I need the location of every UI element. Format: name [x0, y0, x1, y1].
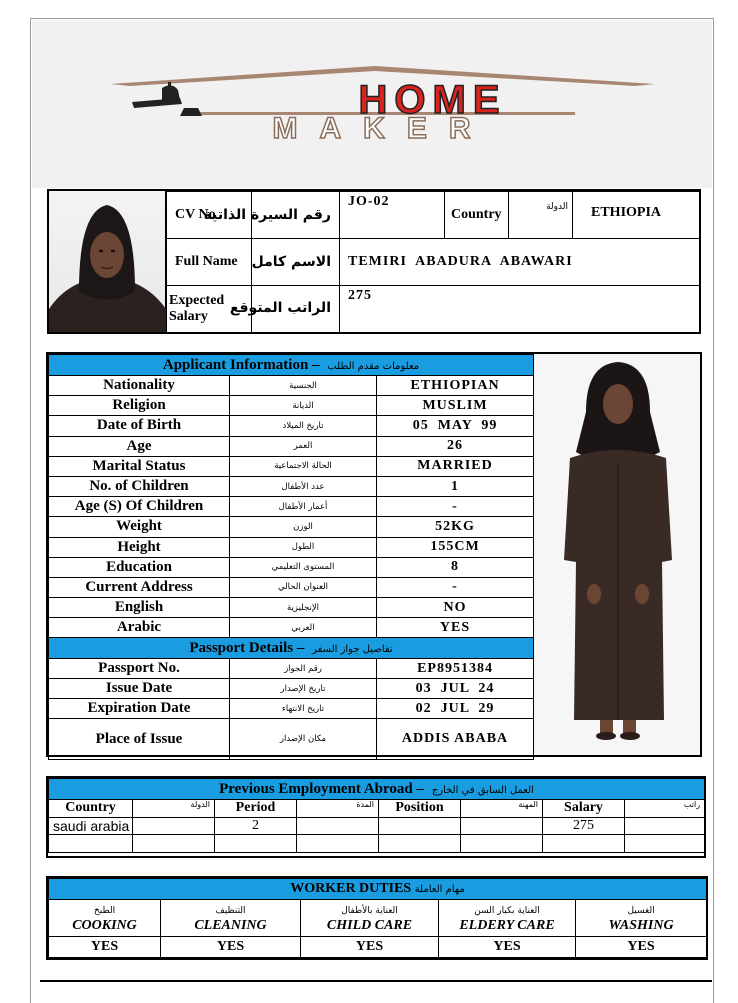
logo-maker-text: MAKER — [272, 112, 493, 145]
applicant-information-title-ar: معلومات مقدم الطلب — [327, 360, 420, 372]
worker-duties-box — [46, 876, 708, 960]
applicant-field-value: 26 — [377, 436, 534, 456]
country-value: ETHIOPIA — [591, 205, 662, 220]
emp-row2-blank4 — [625, 835, 705, 853]
emp-row1-blank3 — [461, 817, 543, 835]
duty-name-ar: الغسيل — [627, 906, 655, 916]
passport-field-label-ar: مكان الإصدار — [230, 719, 377, 760]
applicant-field-value: YES — [377, 618, 534, 638]
applicant-field-label-ar: الوزن — [230, 517, 377, 537]
table-row — [49, 699, 534, 719]
applicant-information-header — [49, 355, 534, 376]
duty-value: YES — [49, 937, 161, 958]
emp-row2-position — [379, 835, 461, 853]
expected-salary-label-ar: الراتب المتوقع — [252, 286, 340, 333]
passport-field-value: ADDIS ABABA — [377, 719, 534, 760]
duty-name-label: CHILD CARE — [326, 918, 413, 933]
applicant-information-title: Applicant Information – — [162, 356, 320, 373]
applicant-field-label: Age (S) Of Children — [49, 497, 230, 517]
country-value-cell — [509, 192, 700, 239]
footer-divider — [40, 980, 712, 982]
duty-name-cell — [576, 900, 707, 937]
table-row — [49, 598, 534, 618]
country-label-cell — [445, 192, 509, 239]
table-row — [49, 618, 534, 638]
applicant-field-label-ar: العمر — [230, 436, 377, 456]
cv-header-box — [47, 189, 701, 334]
cv-no-value: JO-02 — [340, 192, 445, 239]
applicant-field-label-ar: الجنسية — [230, 376, 377, 396]
country-label: Country — [451, 207, 502, 222]
applicant-field-value: 1 — [377, 476, 534, 496]
emp-header-period: Period — [215, 800, 297, 818]
emp-row2-blank3 — [461, 835, 543, 853]
cv-header-table — [166, 191, 700, 333]
table-row — [49, 476, 534, 496]
emp-row1-position — [379, 817, 461, 835]
emp-header-country: Country — [49, 800, 133, 818]
table-row — [49, 557, 534, 577]
passport-field-value: 02 JUL 29 — [377, 699, 534, 719]
previous-employment-box — [46, 776, 706, 858]
applicant-field-label-ar: عدد الأطفال — [230, 476, 377, 496]
full-name-value: TEMIRI ABADURA ABAWARI — [340, 239, 700, 286]
applicant-field-label: Date of Birth — [49, 416, 230, 436]
duty-name-ar: العناية بكبار السن — [474, 906, 540, 916]
table-row — [49, 456, 534, 476]
applicant-field-label-ar: الطول — [230, 537, 377, 557]
passport-details-title: Passport Details – — [189, 639, 305, 656]
full-body-figure-icon — [534, 354, 701, 755]
cv-no-label-ar: رقم السيرة الذاتية — [252, 192, 340, 239]
table-row — [49, 577, 534, 597]
applicant-field-value: 8 — [377, 557, 534, 577]
expected-salary-label-line2: Salary — [169, 309, 208, 324]
duty-name-ar: العناية بالأطفال — [341, 906, 398, 916]
emp-row1-blank2 — [297, 817, 379, 835]
applicant-field-value: - — [377, 497, 534, 517]
table-row — [49, 719, 534, 760]
emp-row1-blank4 — [625, 817, 705, 835]
applicant-information-table — [48, 354, 534, 760]
applicant-field-value: MUSLIM — [377, 396, 534, 416]
duty-value: YES — [301, 937, 439, 958]
passport-details-title-ar: تفاصيل جواز السفر — [312, 643, 393, 655]
country-label-ar: الدولة — [509, 192, 573, 239]
cv-no-label: CV No — [167, 192, 252, 239]
duty-name-ar: التنظيف — [215, 906, 246, 916]
applicant-field-label: Nationality — [49, 376, 230, 396]
applicant-field-label: Current Address — [49, 577, 230, 597]
duty-name-cell — [161, 900, 301, 937]
applicant-field-label-ar: أعمار الأطفال — [230, 497, 377, 517]
table-row — [49, 679, 534, 699]
applicant-field-value: NO — [377, 598, 534, 618]
emp-row1-blank — [133, 817, 215, 835]
passport-field-label-ar: رقم الجواز — [230, 659, 377, 679]
previous-employment-header — [49, 779, 705, 800]
worker-duties-title-ar: مهام العاملة — [414, 884, 465, 895]
applicant-field-value: ETHIOPIAN — [377, 376, 534, 396]
emp-header-position-ar: المهنة — [461, 800, 543, 818]
duty-value: YES — [439, 937, 576, 958]
expected-salary-value: 275 — [340, 286, 700, 333]
table-row — [49, 376, 534, 396]
passport-field-label: Passport No. — [49, 659, 230, 679]
emp-row2-blank2 — [297, 835, 379, 853]
applicant-field-label: Age — [49, 436, 230, 456]
applicant-field-label-ar: المستوى التعليمي — [230, 557, 377, 577]
applicant-field-label: Marital Status — [49, 456, 230, 476]
emp-header-salary-ar: راتب — [625, 800, 705, 818]
applicant-field-label: Education — [49, 557, 230, 577]
applicant-field-value: MARRIED — [377, 456, 534, 476]
applicant-field-label-ar: الديانة — [230, 396, 377, 416]
applicant-full-body-photo — [533, 354, 700, 755]
duty-name-cell — [439, 900, 576, 937]
applicant-field-label: Height — [49, 537, 230, 557]
applicant-portrait-photo — [49, 191, 166, 332]
duty-name-label: WASHING — [608, 918, 674, 933]
applicant-field-label-ar: تاريخ الميلاد — [230, 416, 377, 436]
applicant-field-value: 155CM — [377, 537, 534, 557]
applicant-field-label-ar: العربي — [230, 618, 377, 638]
emp-row1-period: 2 — [215, 817, 297, 835]
passport-field-value: 03 JUL 24 — [377, 679, 534, 699]
applicant-field-label: Religion — [49, 396, 230, 416]
passport-field-label: Expiration Date — [49, 699, 230, 719]
table-row — [49, 436, 534, 456]
emp-row2-period — [215, 835, 297, 853]
worker-duties-table — [48, 878, 707, 958]
emp-row1-salary: 275 — [543, 817, 625, 835]
table-row — [49, 396, 534, 416]
emp-header-salary: Salary — [543, 800, 625, 818]
applicant-field-label: English — [49, 598, 230, 618]
table-row — [49, 659, 534, 679]
worker-duties-header — [49, 879, 707, 900]
table-row — [49, 497, 534, 517]
passport-field-value: EP8951384 — [377, 659, 534, 679]
previous-employment-title: Previous Employment Abroad – — [219, 780, 425, 797]
passport-details-header — [49, 638, 534, 659]
logo-home-text: HOME — [358, 78, 507, 122]
emp-header-period-ar: المدة — [297, 800, 379, 818]
full-name-label-ar: الاسم كامل — [252, 239, 340, 286]
table-row — [49, 416, 534, 436]
previous-employment-title-ar: العمل السابق في الخارج — [431, 784, 534, 796]
emp-header-country-ar: الدولة — [133, 800, 215, 818]
worker-duties-title: WORKER DUTIES — [290, 881, 412, 896]
previous-employment-table — [48, 778, 705, 853]
duty-name-label: COOKING — [72, 918, 137, 933]
duty-value: YES — [161, 937, 301, 958]
emp-row2-blank — [133, 835, 215, 853]
duty-name-cell — [301, 900, 439, 937]
passport-field-label-ar: تاريخ الانتهاء — [230, 699, 377, 719]
duty-value: YES — [576, 937, 707, 958]
duty-name-label: CLEANING — [194, 918, 267, 933]
full-name-label: Full Name — [167, 239, 252, 286]
applicant-field-label: No. of Children — [49, 476, 230, 496]
passport-field-label: Issue Date — [49, 679, 230, 699]
emp-row2-salary — [543, 835, 625, 853]
emp-header-position: Position — [379, 800, 461, 818]
applicant-information-box — [46, 352, 702, 757]
applicant-field-label-ar: الإنجليزية — [230, 598, 377, 618]
applicant-field-label-ar: العنوان الحالي — [230, 577, 377, 597]
portrait-figure-icon — [49, 191, 166, 332]
home-maker-logo — [110, 62, 655, 146]
duty-name-label: ELDERY CARE — [459, 918, 555, 933]
applicant-field-label-ar: الحالة الاجتماعية — [230, 456, 377, 476]
emp-row1-country: saudi arabia — [49, 817, 133, 835]
applicant-field-label: Arabic — [49, 618, 230, 638]
duty-name-cell — [49, 900, 161, 937]
applicant-field-value: - — [377, 577, 534, 597]
applicant-field-value: 52KG — [377, 517, 534, 537]
table-row — [49, 537, 534, 557]
table-row — [49, 817, 705, 835]
emp-row2-country — [49, 835, 133, 853]
table-row — [49, 835, 705, 853]
applicant-field-value: 05 MAY 99 — [377, 416, 534, 436]
duty-name-ar: الطبخ — [93, 906, 116, 916]
applicant-field-label: Weight — [49, 517, 230, 537]
passport-field-label: Place of Issue — [49, 719, 230, 760]
table-row — [49, 517, 534, 537]
expected-salary-label-line1: Expected — [169, 293, 225, 308]
passport-field-label-ar: تاريخ الإصدار — [230, 679, 377, 699]
